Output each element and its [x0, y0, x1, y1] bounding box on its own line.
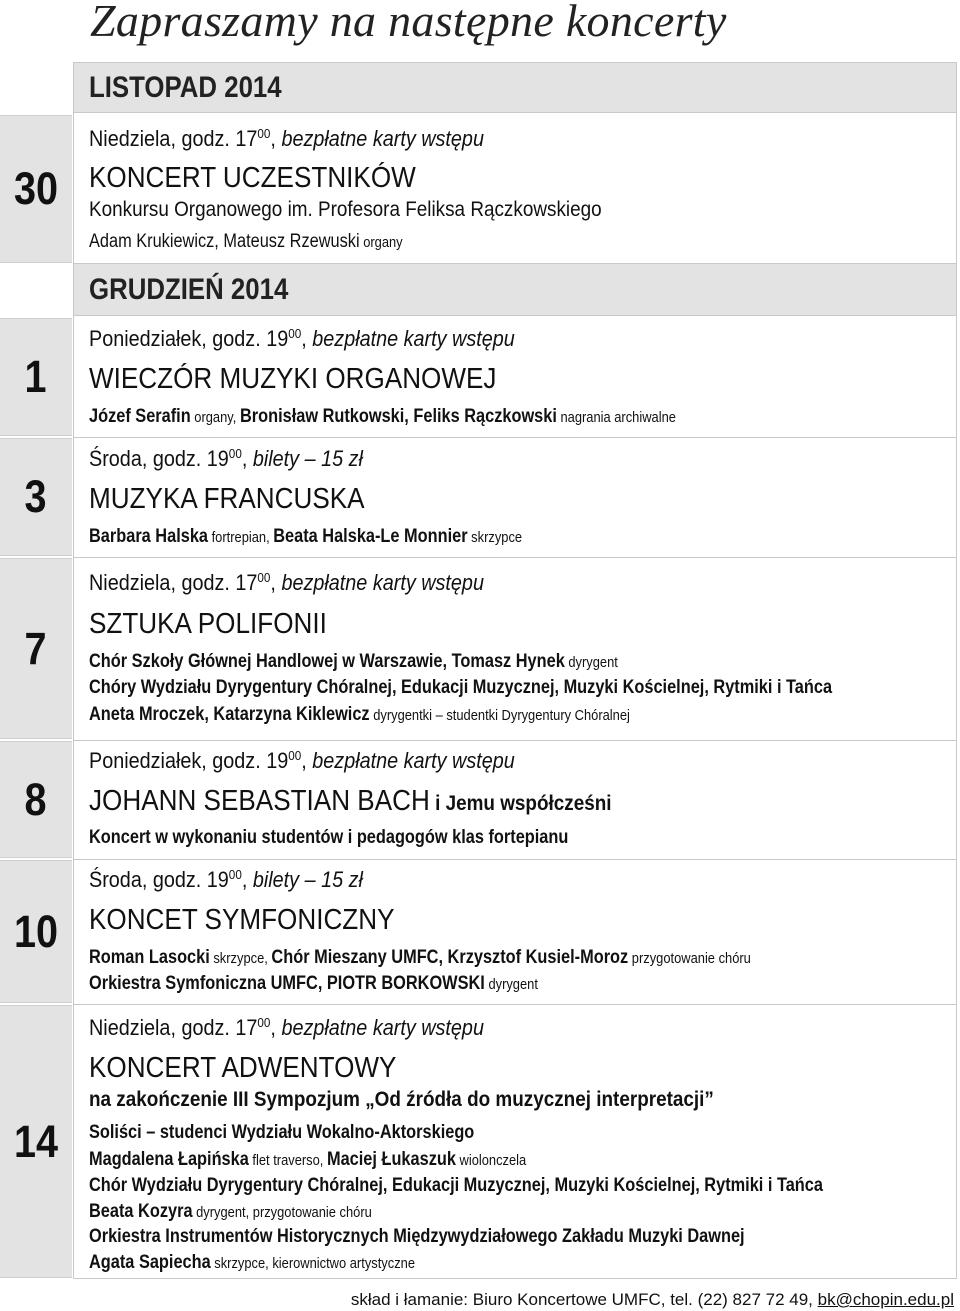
- time-text: Poniedziałek, godz. 19: [89, 748, 289, 773]
- performer-role: organy: [359, 234, 403, 251]
- performers-line: [89, 705, 630, 724]
- performers-line: [89, 232, 403, 251]
- event-title: MUZYKA FRANCUSKA: [89, 483, 365, 515]
- performer-role: organy,: [190, 409, 240, 426]
- performers-line: [89, 1253, 415, 1272]
- footer-credits: [351, 1290, 954, 1310]
- performer-names: Barbara Halska: [89, 526, 209, 547]
- time-minutes: 00: [228, 867, 242, 882]
- performer-role: nagrania archiwalne: [556, 409, 676, 426]
- separator: ,: [241, 446, 253, 471]
- event-time: [89, 869, 363, 891]
- performer-role: dyrygentki – studentki Dyrygentury Chóralnej: [369, 707, 630, 724]
- performer-names: Magdalena Łapińska: [89, 1149, 249, 1170]
- day-number: 8: [24, 773, 48, 825]
- event-time: [89, 448, 363, 470]
- performer-role: przygotowanie chóru: [628, 950, 751, 967]
- separator: ,: [270, 126, 282, 151]
- time-minutes: 00: [257, 1015, 271, 1030]
- day-number: 3: [24, 471, 48, 522]
- performer-names: Soliści – studenci Wydziału Wokalno-Aktorskiego: [89, 1122, 475, 1143]
- performers-line: [89, 1176, 823, 1195]
- performer-names: Maciej Łukaszuk: [326, 1149, 456, 1170]
- performers-line: [89, 974, 538, 993]
- day-number: 30: [13, 163, 59, 214]
- performer-names: Orkiestra Instrumentów Historycznych Międzywydziałowego Zakładu Muzyki Dawnej: [89, 1226, 745, 1247]
- time-text: Poniedziałek, godz. 19: [89, 326, 289, 351]
- separator: ,: [270, 570, 282, 595]
- day-box: [0, 558, 72, 739]
- separator: ,: [301, 748, 313, 773]
- frame-border: [956, 62, 957, 1279]
- performers-line: [89, 652, 618, 671]
- performer-names: Józef Serafin: [89, 406, 191, 427]
- time-minutes: 00: [288, 748, 302, 763]
- performer-names: Agata Sapiecha: [89, 1252, 211, 1273]
- performer-names: Roman Lasocki: [89, 947, 210, 968]
- frame-border: [73, 1278, 957, 1279]
- admission-note: bezpłatne karty wstępu: [281, 1015, 484, 1040]
- performer-role: dyrygent: [484, 976, 538, 993]
- performer-names: Beata Halska-Le Monnier: [273, 526, 468, 547]
- performers-line: [89, 527, 522, 546]
- day-box: [0, 318, 72, 436]
- separator: ,: [301, 326, 313, 351]
- performer-role: skrzypce,: [209, 950, 272, 967]
- performer-names: Chór Szkoły Głównej Handlowej w Warszawie, Tomasz Hynek: [89, 651, 565, 672]
- time-text: Niedziela, godz. 17: [89, 126, 258, 151]
- day-box: [0, 115, 72, 263]
- performers-line: [89, 1227, 745, 1246]
- event-title: KONCERT ADWENTOWY: [89, 1052, 397, 1084]
- divider: [73, 859, 957, 860]
- day-number: 14: [13, 1115, 59, 1167]
- performer-role: dyrygent, przygotowanie chóru: [192, 1204, 372, 1221]
- month-header-december: [73, 263, 957, 316]
- divider: [73, 1004, 957, 1005]
- event-subtitle: Konkursu Organowego im. Profesora Feliksa Rączkowskiego: [89, 198, 602, 221]
- performer-role: skrzypce, kierownictwo artystyczne: [210, 1255, 416, 1272]
- time-text: Środa, godz. 19: [89, 867, 229, 892]
- performer-names: Chór Mieszany UMFC, Krzysztof Kusiel-Moroz: [271, 947, 629, 968]
- performers-line: [89, 828, 568, 847]
- event-time: [89, 572, 484, 594]
- day-box: [0, 741, 72, 858]
- divider: [73, 557, 957, 558]
- admission-note: bilety – 15 zł: [252, 446, 363, 471]
- performers-line: [89, 1150, 526, 1169]
- performer-role: flet traverso,: [248, 1152, 327, 1169]
- performer-names: Chór Wydziału Dyrygentury Chóralnej, Edukacji Muzycznej, Muzyki Kościelnej, Rytmiki i Tańca: [89, 1175, 823, 1196]
- performer-role: skrzypce: [467, 529, 523, 546]
- performers-line: [89, 1202, 372, 1221]
- day-box: [0, 1005, 72, 1278]
- footer-text: skład i łamanie: Biuro Koncertowe UMFC, tel. (22) 827 72 49,: [350, 1290, 818, 1309]
- divider: [73, 740, 957, 741]
- day-number: 7: [24, 622, 48, 674]
- performer-role: fortrepian,: [208, 529, 274, 546]
- day-number: 1: [24, 351, 48, 402]
- performer-names: Orkiestra Symfoniczna UMFC, PIOTR BORKOWSKI: [89, 973, 485, 994]
- event-title: SZTUKA POLIFONII: [89, 608, 327, 640]
- admission-note: bezpłatne karty wstępu: [312, 326, 515, 351]
- time-text: Niedziela, godz. 17: [89, 1015, 258, 1040]
- event-title-main: JOHANN SEBASTIAN BACH: [89, 785, 430, 817]
- event-title: KONCERT UCZESTNIKÓW: [89, 162, 416, 194]
- page-title: Zapraszamy na następne koncerty: [90, 0, 727, 46]
- separator: ,: [270, 1015, 282, 1040]
- performers-line: [89, 678, 832, 697]
- admission-note: bezpłatne karty wstępu: [312, 748, 515, 773]
- day-box: [0, 860, 72, 1003]
- contact-email-link[interactable]: bk@chopin.edu.pl: [817, 1290, 954, 1309]
- separator: ,: [241, 867, 253, 892]
- day-number: 10: [13, 905, 59, 957]
- event-time: [89, 750, 515, 772]
- frame-border: [73, 113, 74, 1278]
- time-text: Środa, godz. 19: [89, 446, 229, 471]
- performers-line: [89, 948, 751, 967]
- event-title-addition: i Jemu współcześni: [429, 792, 612, 815]
- event-time: [89, 1017, 484, 1039]
- admission-note: bezpłatne karty wstępu: [281, 570, 484, 595]
- divider: [73, 437, 957, 438]
- admission-note: bilety – 15 zł: [252, 867, 363, 892]
- time-minutes: 00: [257, 570, 271, 585]
- performer-names: Bronisław Rutkowski, Feliks Rączkowski: [239, 406, 557, 427]
- month-header-november: [73, 62, 957, 113]
- admission-note: bezpłatne karty wstępu: [281, 126, 484, 151]
- performer-names: Chóry Wydziału Dyrygentury Chóralnej, Edukacji Muzycznej, Muzyki Kościelnej, Rytmiki i Tańca: [89, 677, 833, 698]
- performers-line: [89, 407, 676, 426]
- month-label: GRUDZIEŃ 2014: [89, 273, 289, 306]
- event-time: [89, 328, 515, 350]
- performer-names: Koncert w wykonaniu studentów i pedagogów klas fortepianu: [89, 827, 569, 848]
- event-title: [89, 787, 612, 816]
- event-title: WIECZÓR MUZYKI ORGANOWEJ: [89, 363, 497, 395]
- performer-role: wiolonczela: [455, 1152, 527, 1169]
- time-minutes: 00: [257, 126, 271, 141]
- event-subtitle: na zakończenie III Sympozjum „Od źródła do muzycznej interpretacji”: [89, 1088, 714, 1111]
- performer-names: Adam Krukiewicz, Mateusz Rzewuski: [89, 231, 360, 252]
- performers-line: [89, 1123, 474, 1142]
- day-box: [0, 438, 72, 556]
- performer-names: Aneta Mroczek, Katarzyna Kiklewicz: [89, 704, 370, 725]
- event-title: KONCET SYMFONICZNY: [89, 904, 395, 936]
- time-minutes: 00: [228, 446, 242, 461]
- time-minutes: 00: [288, 326, 302, 341]
- month-label: LISTOPAD 2014: [89, 71, 282, 104]
- time-text: Niedziela, godz. 17: [89, 570, 258, 595]
- performer-role: dyrygent: [564, 654, 618, 671]
- performer-names: Beata Kozyra: [89, 1201, 193, 1222]
- event-time: [89, 128, 484, 150]
